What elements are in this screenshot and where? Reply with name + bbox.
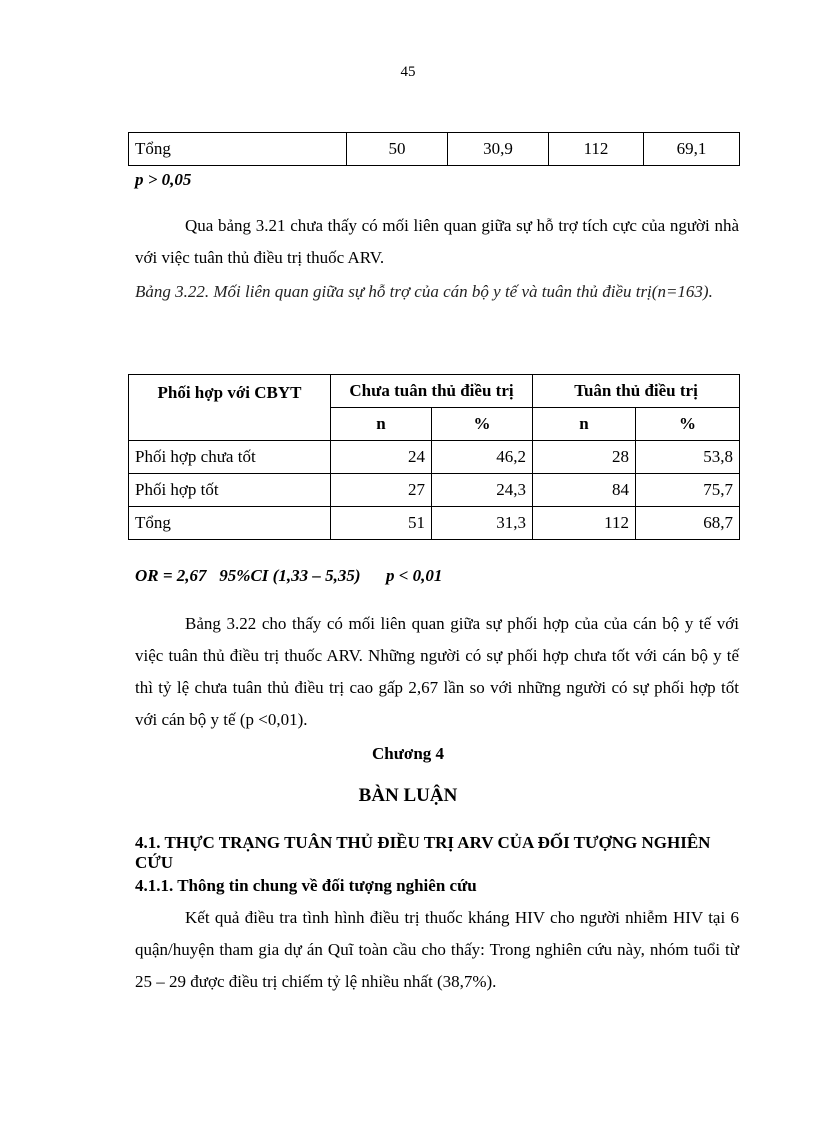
cell: 46,2 <box>432 441 533 474</box>
column-header-group: Tuân thủ điều trị <box>533 375 740 408</box>
cell: 68,7 <box>636 507 740 540</box>
p-value: p > 0,05 <box>135 170 192 189</box>
column-header-group: Chưa tuân thủ điều trị <box>331 375 533 408</box>
cell: 24,3 <box>432 474 533 507</box>
cell: 75,7 <box>636 474 740 507</box>
row-label: Phối hợp tốt <box>129 474 331 507</box>
column-header: n <box>331 408 432 441</box>
table-row <box>129 507 740 540</box>
table-row <box>129 441 740 474</box>
odds-ratio-line: OR = 2,67 95%CI (1,33 – 5,35) p < 0,01 <box>135 566 443 585</box>
paragraph-3: Kết quả điều tra tình hình điều trị thuốc kháng HIV cho người nhiễm HIV tại 6 quận/huyện tham gia dự án Quĩ toàn cầu cho thấy: Trong nghiên cứu này, nhóm tuổi từ 25 – 29 được điều trị chiếm tỷ lệ nhiều nhất (38,7%). <box>135 908 739 991</box>
table-row <box>129 474 740 507</box>
cell: 51 <box>331 507 432 540</box>
paragraph-2: Bảng 3.22 cho thấy có mối liên quan giữa sự phối hợp của của cán bộ y tế với việc tuân thủ điều trị thuốc ARV. Những người có sự phối hợp chưa tốt với cán bộ y tế thì tỷ lệ chưa tuân thủ điều trị cao gấp 2,67 lần so với những người có sự phối hợp tốt với cán bộ y tế (p <0,01). <box>135 614 739 729</box>
cell: 112 <box>549 133 644 166</box>
section-heading: 4.1. THỰC TRẠNG TUÂN THỦ ĐIỀU TRỊ ARV CỦA ĐỐI TƯỢNG NGHIÊN CỨU <box>135 833 711 872</box>
chapter-title: BÀN LUẬN <box>358 785 458 806</box>
subsection-heading: 4.1.1. Thông tin chung về đối tượng nghiên cứu <box>135 876 477 895</box>
cell: 30,9 <box>448 133 549 166</box>
paragraph-1: Qua bảng 3.21 chưa thấy có mối liên quan giữa sự hỗ trợ tích cực của người nhà với việc tuân thủ điều trị thuốc ARV. <box>135 216 739 267</box>
column-header: % <box>636 408 740 441</box>
column-header: Phối hợp với CBYT <box>129 375 331 441</box>
table-caption: Bảng 3.22. Mối liên quan giữa sự hỗ trợ của cán bộ y tế và tuân thủ điều trị(n=163). <box>135 282 713 301</box>
table-3-21-total <box>128 132 740 166</box>
page-number: 45 <box>400 64 416 80</box>
column-header: n <box>533 408 636 441</box>
cell: 28 <box>533 441 636 474</box>
cell: 84 <box>533 474 636 507</box>
column-header: % <box>432 408 533 441</box>
table-header-row <box>129 375 740 408</box>
row-label: Tổng <box>129 507 331 540</box>
cell: 50 <box>347 133 448 166</box>
chapter-label: Chương 4 <box>371 744 445 763</box>
cell: 31,3 <box>432 507 533 540</box>
cell: 24 <box>331 441 432 474</box>
row-label: Phối hợp chưa tốt <box>129 441 331 474</box>
row-label: Tổng <box>129 133 347 166</box>
cell: 27 <box>331 474 432 507</box>
table-row <box>129 133 740 166</box>
cell: 53,8 <box>636 441 740 474</box>
table-3-22 <box>128 374 740 540</box>
cell: 112 <box>533 507 636 540</box>
cell: 69,1 <box>644 133 740 166</box>
